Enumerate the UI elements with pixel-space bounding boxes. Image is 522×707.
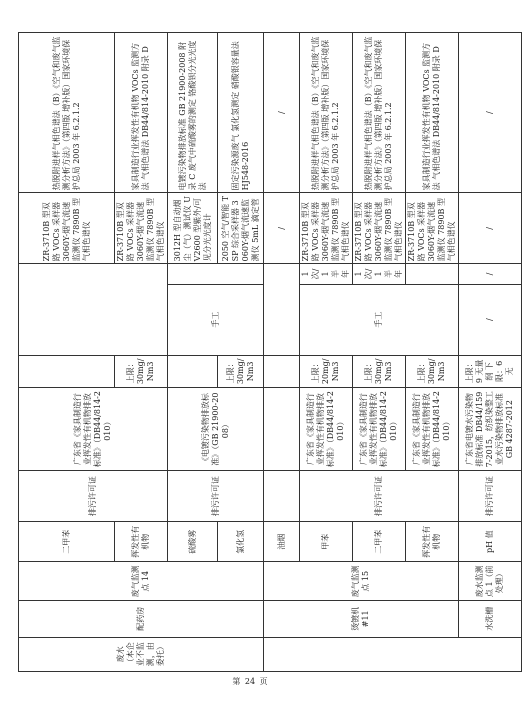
rotated-table-canvas [18, 32, 514, 672]
permit-cell-4 [264, 471, 300, 522]
area-cell-4: 烫镀机 #11 [264, 601, 459, 638]
page-num: 24 [244, 677, 256, 686]
freq-cell-0 [19, 264, 168, 355]
instrument-cell-4: / [264, 193, 300, 264]
std-cell-7: 广东省《家具制造行业挥发性有机物排放标准》（DB44/814-2010） [406, 388, 459, 471]
freq2-cell-2 [168, 264, 264, 284]
method-cell-3: 固定污染源废气 氯化氢测定 硝酸银容量法 HJ548-2016 [218, 33, 264, 193]
group-cell-4: 废气监测点 15 [264, 562, 459, 601]
page-suffix: 页 [259, 677, 268, 686]
area-cell-8: 水洗槽 [459, 601, 522, 638]
page-prefix: 第 [232, 677, 241, 686]
instrument-cell-8: / [459, 193, 522, 264]
method-cell-5: 热脱附进样气相色谱法（B）《空气和废气监测分析方法》（第四版 增补版）国家环境保护总局 2003 年 6.2.1.2 [300, 33, 353, 193]
std-cell-0: 广东省《家具制造行业挥发性有机物排放标准》（DB44/814-2010） [19, 388, 168, 471]
freq2-cell-6: 1 次/1 半年 [353, 264, 406, 284]
instrument-cell-5: ZR-3710B 型双路 VOCs 采样器 3060Y-烟气流速监测仪 7890B 型 气相色谱仪 [300, 193, 353, 264]
std-cell-2: 《电镀污染物排放标准》（GB 21900-2008） [168, 388, 264, 471]
limit-cell-0 [19, 355, 115, 387]
permit-cell-5: 排污许可证 [300, 471, 459, 522]
method-cell-4: / [264, 33, 300, 193]
method-cell-0: 热脱附进样气相色谱法（B）《空气和废气监测分析方法》（第四版 增补版）国家环境保护总局 2003 年 6.2.1.2 [19, 33, 115, 193]
instrument-cell-2: 3012H 型自动烟尘（气）测试仪 UV2600 型紫外/可见分光光度计 [168, 193, 218, 264]
item-cell-7: 挥发性有机物 [406, 521, 459, 562]
permit-cell-2: 排污许可证 [168, 471, 264, 522]
instrument-cell-3: 2050 空气/智能 TSP 综合采样器 3060Y-烟气流速监测仪 5mL 滴定管 [218, 193, 264, 264]
group-cell-8: 废水监测点 1（前处理） [459, 562, 522, 601]
method-cell-8: / [459, 33, 522, 193]
limit-cell-1: 上限：30mg/Nm3 [115, 355, 168, 387]
limit-cell-7: 上限：30mg/Nm3 [406, 355, 459, 387]
item-cell-5: 甲苯 [300, 521, 353, 562]
item-cell-2: 硫酸雾 [168, 521, 218, 562]
page-number [0, 676, 500, 687]
freq-cell-8: / [459, 284, 522, 355]
freq-cell-4 [264, 264, 300, 355]
freq-cell-2: 手工 [168, 284, 264, 355]
freq2-cell-7 [406, 264, 459, 284]
limit-cell-6: 上限：30mg/Nm3 [353, 355, 406, 387]
std-cell-6: 广东省《家具制造行业挥发性有机物排放标准》（DB44/814-2010） [353, 388, 406, 471]
limit-cell-4 [264, 355, 300, 387]
instrument-cell-6: ZR-3710B 型双路 VOCs 采样器 3060Y-烟气流速监测仪 7890B 型 气相色谱仪 [353, 193, 406, 264]
item-cell-8: pH 值 [459, 521, 522, 562]
item-cell-6: 二甲苯 [353, 521, 406, 562]
limit-cell-5: 上限：20mg/Nm3 [300, 355, 353, 387]
freq2-cell-8: / [459, 264, 522, 284]
item-cell-0: 二甲苯 [19, 521, 115, 562]
instrument-cell-1: ZR-3710B 型双路 VOCs 采样器 3060Y-烟气流速监测仪 7890B 型 气相色谱仪 [115, 193, 168, 264]
limit-cell-2 [168, 355, 218, 387]
std-cell-8: 广东省电镀水污染物排放标准 DB44/1597-2015，纺织染整工业水污染物排放标准 GB 4287-2012 [459, 388, 522, 471]
method-cell-6: 热脱附进样气相色谱法（B）《空气和废气监测分析方法》（第四版 增补版）国家环境保护总局 2003 年 6.2.1.2 [353, 33, 406, 193]
item-cell-3: 氯化氢 [218, 521, 264, 562]
monitoring-table [18, 32, 522, 672]
method-cell-2: 电镀污染物排放标准 GB 21900-2008 附录 C 废气中硫酸雾的测定 铬酸钡分光光度法 [168, 33, 218, 193]
freq2-cell-5: 1 次/1 半年 [300, 264, 353, 284]
item-cell-4: 油烟 [264, 521, 300, 562]
freq-cell-5: 手工 [300, 284, 459, 355]
footer-left-cell: 废水（本企业不监测，由委托） [19, 637, 264, 671]
footer-left-spacer [264, 637, 522, 671]
instrument-cell-7: ZR-3710B 型双路 VOCs 采样器 3060Y-烟气流速监测仪 7890B 型 气相色谱仪 [406, 193, 459, 264]
std-cell-4 [264, 388, 300, 471]
group-cell-0: 废气监测点 14 [19, 562, 264, 601]
permit-cell-0: 排污许可证 [19, 471, 168, 522]
limit-cell-8: 上限：9 无量纲 下限：6 无 [459, 355, 522, 387]
method-cell-7: 家具制造行业挥发性有机物 VOCs 监测方法 气相色谱法 DB44/814-2010 附录 D [406, 33, 459, 193]
area-cell-0: 配药房 [19, 601, 264, 638]
std-cell-5: 广东省《家具制造行业挥发性有机物排放标准》（DB44/814-2010） [300, 388, 353, 471]
permit-cell-8: 排污许可证 [459, 471, 522, 522]
method-cell-1: 家具制造行业挥发性有机物 VOCs 监测方法 气相色谱法 DB44/814-2010 附录 D [115, 33, 168, 193]
instrument-cell-0: ZR-3710B 型双路 VOCs 采样器 3060Y-烟气流速监测仪 7890B 型 气相色谱仪 [19, 193, 115, 264]
limit-cell-3: 上限：30mg/Nm3 [218, 355, 264, 387]
item-cell-1: 挥发性有机物 [115, 521, 168, 562]
